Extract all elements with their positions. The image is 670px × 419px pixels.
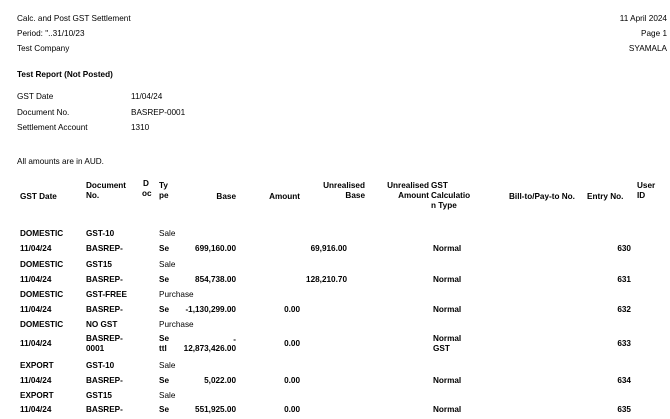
entry-calc-type-l2: GST: [433, 344, 450, 353]
entry-calc-type-l1: Normal: [433, 334, 462, 343]
col-billto: Bill-to/Pay-to No.: [509, 192, 575, 201]
company-name: Test Company: [17, 44, 70, 53]
user-name: SYAMALA: [628, 44, 667, 53]
entry-base: 699,160.00: [195, 244, 236, 253]
gst-type: Purchase: [159, 320, 194, 329]
entry-date: 11/04/24: [20, 244, 52, 253]
field-value-document-no: BASREP-0001: [131, 108, 186, 117]
entry-date: 11/04/24: [20, 305, 52, 314]
area-code: DOMESTIC: [20, 260, 64, 269]
field-value-settlement-account: 1310: [131, 123, 150, 132]
col-document-no-l1: Document: [86, 181, 127, 190]
gst-code: GST15: [86, 391, 112, 400]
gst-code: NO GST: [86, 320, 118, 329]
entry-no: 634: [617, 376, 631, 385]
entry-calc-type: Normal: [433, 376, 462, 385]
entry-type: Se: [159, 305, 170, 314]
report-date: 11 April 2024: [619, 14, 667, 23]
gst-code: GST-FREE: [86, 290, 127, 299]
col-gst-calc-type-l1: GST: [431, 181, 448, 190]
entry-doc: BASREP-: [86, 376, 123, 385]
entry-amount: 128,210.70: [306, 275, 347, 284]
area-code: DOMESTIC: [20, 229, 64, 238]
entry-date: 11/04/24: [20, 275, 52, 284]
entry-doc: BASREP-: [86, 405, 123, 414]
gst-type: Sale: [159, 391, 176, 400]
report-period: Period: "..31/10/23: [17, 29, 85, 38]
entry-doc: BASREP-: [86, 244, 123, 253]
report-title: Calc. and Post GST Settlement: [17, 14, 131, 23]
col-type-l2: pe: [159, 191, 169, 200]
entry-base: 551,925.00: [195, 405, 236, 414]
gst-code: GST15: [86, 260, 112, 269]
gst-type: Sale: [159, 361, 176, 370]
area-code: EXPORT: [20, 391, 54, 400]
entry-no: 635: [617, 405, 631, 414]
currency-note: All amounts are in AUD.: [17, 157, 104, 166]
entry-doc: BASREP-: [86, 305, 123, 314]
col-gst-calc-type-l3: n Type: [431, 201, 457, 210]
col-unrealised-base-l1: Unrealised: [323, 181, 365, 190]
col-gst-calc-type-l2: Calculatio: [431, 191, 471, 200]
entry-base-l1: -: [233, 335, 236, 344]
col-doc-l1: D: [143, 179, 149, 188]
entry-base-l2: 12,873,426.00: [183, 344, 236, 353]
col-doc-l2: oc: [142, 189, 152, 198]
field-value-gst-date: 11/04/24: [131, 92, 163, 101]
gst-type: Sale: [159, 229, 176, 238]
entry-doc-l1: BASREP-: [86, 334, 123, 343]
entry-no: 631: [617, 275, 631, 284]
entry-type-l2: ttl: [159, 344, 167, 353]
entry-date: 11/04/24: [20, 376, 52, 385]
field-label-gst-date: GST Date: [17, 92, 54, 101]
col-user-id-l1: User: [637, 181, 656, 190]
entry-type-l1: Se: [159, 334, 170, 343]
entry-calc-type: Normal: [433, 275, 462, 284]
col-unrealised-base-l2: Base: [345, 191, 365, 200]
area-code: EXPORT: [20, 361, 54, 370]
entry-base: 854,738.00: [195, 275, 236, 284]
col-unrealised-amount-l2: Amount: [398, 191, 429, 200]
entry-calc-type: Normal: [433, 405, 462, 414]
col-unrealised-amount-l1: Unrealised: [387, 181, 429, 190]
entry-doc: BASREP-: [86, 275, 123, 284]
col-document-no-l2: No.: [86, 191, 100, 200]
entry-amount: 0.00: [284, 339, 300, 348]
entry-amount: 69,916.00: [310, 244, 347, 253]
field-label-settlement-account: Settlement Account: [17, 123, 88, 132]
col-entry-no: Entry No.: [587, 192, 624, 201]
entry-amount: 0.00: [284, 376, 300, 385]
entry-amount: 0.00: [284, 405, 300, 414]
entry-no: 633: [617, 339, 631, 348]
col-user-id-l2: ID: [637, 191, 646, 200]
entry-calc-type: Normal: [433, 244, 462, 253]
col-base: Base: [216, 192, 236, 201]
gst-code: GST-10: [86, 229, 115, 238]
page-number: Page 1: [641, 29, 667, 38]
entry-base: 5,022.00: [204, 376, 236, 385]
entry-type: Se: [159, 275, 170, 284]
gst-code: GST-10: [86, 361, 115, 370]
col-gst-date: GST Date: [20, 192, 57, 201]
report-subtitle: Test Report (Not Posted): [17, 70, 113, 79]
gst-type: Purchase: [159, 290, 194, 299]
entry-type: Se: [159, 405, 170, 414]
entry-type: Se: [159, 244, 170, 253]
entry-date: 11/04/24: [20, 339, 52, 348]
area-code: DOMESTIC: [20, 320, 64, 329]
entry-doc-l2: 0001: [86, 344, 105, 353]
entry-type: Se: [159, 376, 170, 385]
entry-date: 11/04/24: [20, 405, 52, 414]
entry-amount: 0.00: [284, 305, 300, 314]
entry-base: -1,130,299.00: [185, 305, 236, 314]
gst-type: Sale: [159, 260, 176, 269]
col-type-l1: Ty: [159, 181, 168, 190]
col-amount: Amount: [269, 192, 300, 201]
entry-calc-type: Normal: [433, 305, 462, 314]
field-label-document-no: Document No.: [17, 108, 70, 117]
area-code: DOMESTIC: [20, 290, 64, 299]
entry-no: 632: [617, 305, 631, 314]
entry-no: 630: [617, 244, 631, 253]
